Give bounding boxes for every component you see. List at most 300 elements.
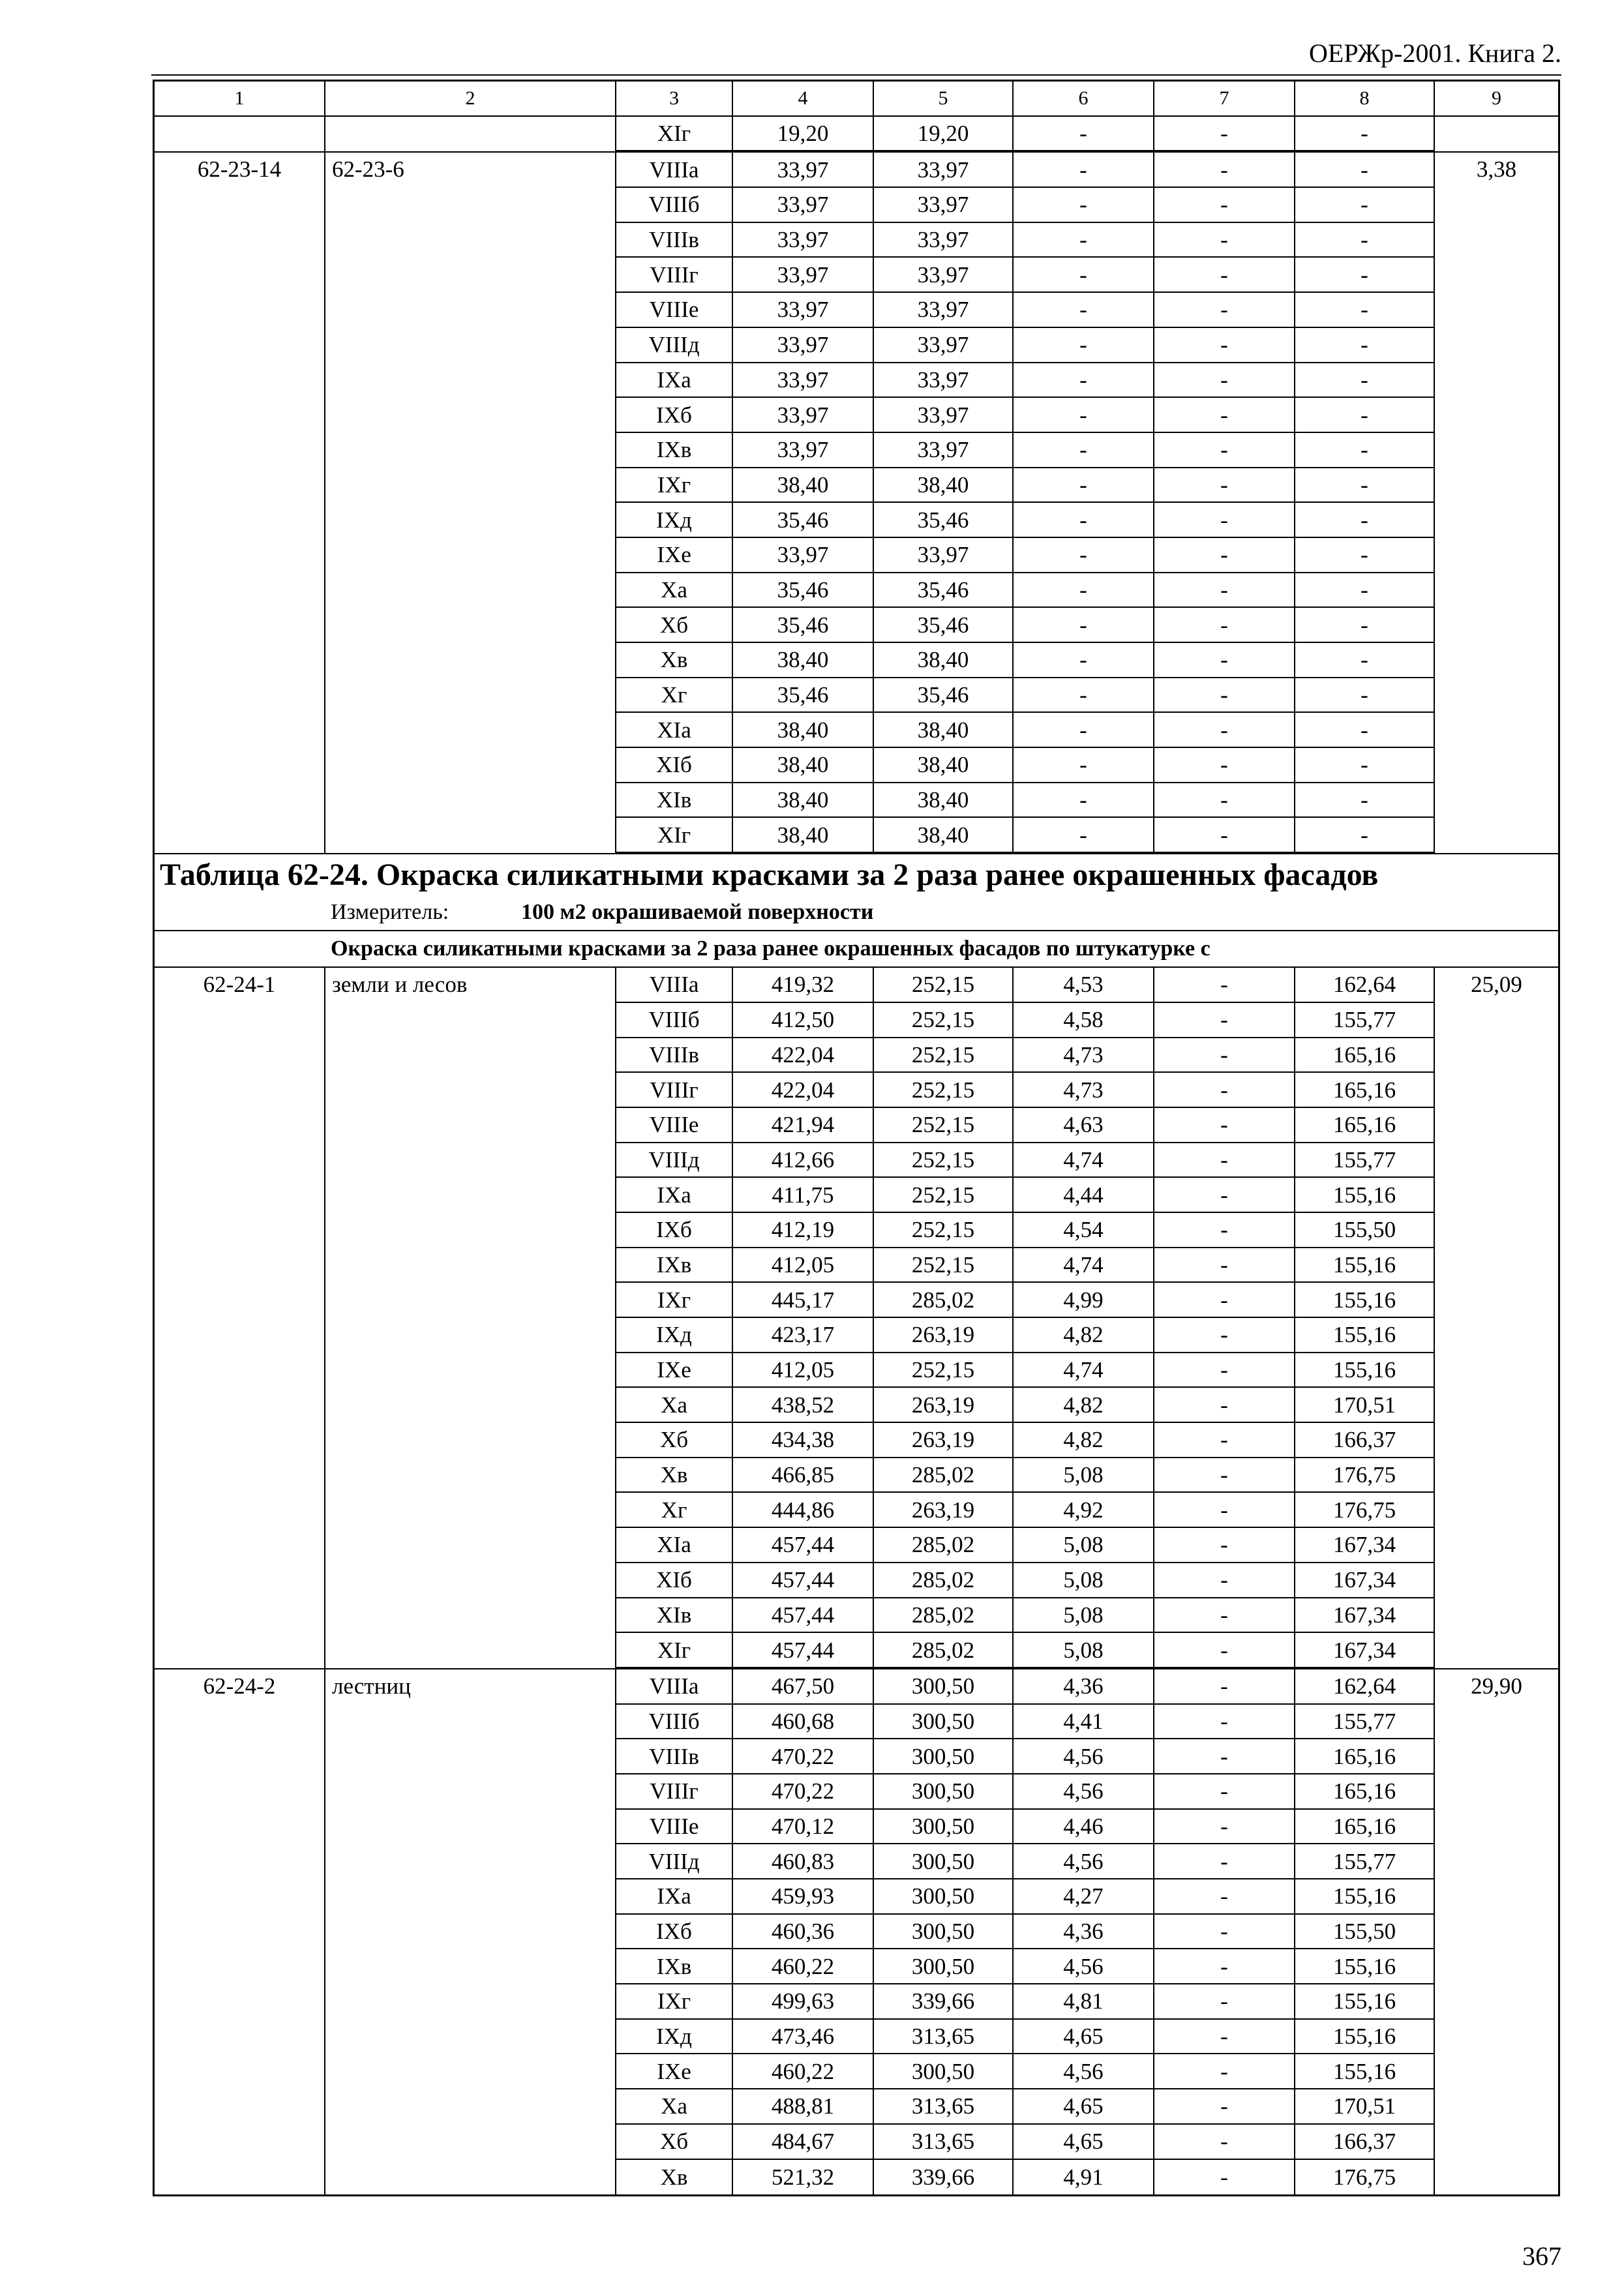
zone-cell: IXг (616, 468, 733, 503)
value-cell: 35,46 (874, 573, 1014, 608)
table-row (155, 398, 1558, 433)
table-row (155, 643, 1558, 678)
value-cell: 4,56 (1014, 1739, 1154, 1774)
value-cell: 300,50 (874, 1949, 1014, 1984)
name-cell: 62-23-6 (325, 153, 616, 188)
zone-cell: Xа (616, 2089, 733, 2125)
value-cell: 38,40 (874, 818, 1014, 853)
value-cell: 252,15 (874, 1248, 1014, 1283)
value-cell: 155,16 (1295, 1353, 1435, 1388)
table-row (155, 1705, 1558, 1740)
table-row (155, 818, 1558, 854)
value-cell: 460,36 (733, 1915, 874, 1950)
value-cell: 412,05 (733, 1248, 874, 1283)
value-cell: 252,15 (874, 968, 1014, 1003)
value-cell: - (1014, 188, 1154, 223)
value-cell: - (1154, 1143, 1295, 1178)
value-cell: 155,16 (1295, 1178, 1435, 1213)
value-cell: 155,16 (1295, 1318, 1435, 1353)
table-row (155, 188, 1558, 223)
value-cell: 4,82 (1014, 1388, 1154, 1423)
value-cell: - (1154, 468, 1295, 503)
value-cell: 285,02 (874, 1563, 1014, 1598)
code-cell: 62-24-2 (155, 1669, 325, 1705)
zone-cell: IXб (616, 1915, 733, 1950)
zone-cell: VIIIв (616, 1739, 733, 1774)
value-cell: - (1154, 818, 1295, 853)
value-cell: - (1154, 1178, 1295, 1213)
table-row (155, 1528, 1558, 1563)
value-cell: 155,16 (1295, 2054, 1435, 2089)
zone-cell: Xв (616, 643, 733, 678)
zone-cell: Xб (616, 608, 733, 643)
table-row (155, 1844, 1558, 1879)
total-cell: 29,90 (1471, 1673, 1522, 1699)
zone-cell: IXб (616, 398, 733, 433)
zone-cell: IXд (616, 2020, 733, 2055)
value-cell: - (1295, 538, 1435, 573)
value-cell: - (1154, 1669, 1295, 1705)
value-cell: 155,16 (1295, 1248, 1435, 1283)
value-cell: - (1014, 433, 1154, 468)
value-cell: - (1154, 538, 1295, 573)
value-cell: 33,97 (874, 293, 1014, 328)
col-num-5: 5 (874, 82, 1014, 117)
table-row (155, 1388, 1558, 1423)
value-cell: - (1295, 153, 1435, 188)
table-row (155, 678, 1558, 713)
value-cell: 4,82 (1014, 1318, 1154, 1353)
value-cell: 38,40 (874, 468, 1014, 503)
zone-cell: VIIIе (616, 1108, 733, 1143)
value-cell: 412,19 (733, 1213, 874, 1248)
zone-cell: VIIIе (616, 1810, 733, 1845)
zone-cell: VIIIе (616, 293, 733, 328)
value-cell: - (1154, 1353, 1295, 1388)
value-cell: - (1295, 258, 1435, 293)
zone-cell: XIб (616, 748, 733, 783)
value-cell: 313,65 (874, 2125, 1014, 2160)
table-row (155, 1248, 1558, 1283)
value-cell: - (1014, 678, 1154, 713)
table-row (155, 363, 1558, 398)
value-cell: - (1295, 713, 1435, 748)
zone-cell: IXв (616, 1949, 733, 1984)
value-cell: 263,19 (874, 1493, 1014, 1528)
value-cell: 4,56 (1014, 2054, 1154, 2089)
zone-cell: Xв (616, 1458, 733, 1493)
value-cell: 167,34 (1295, 1563, 1435, 1598)
value-cell: - (1295, 643, 1435, 678)
col-num-7: 7 (1154, 82, 1295, 117)
value-cell: 421,94 (733, 1108, 874, 1143)
value-cell: - (1154, 1528, 1295, 1563)
value-cell: - (1154, 503, 1295, 538)
value-cell: 4,53 (1014, 968, 1154, 1003)
value-cell: 4,73 (1014, 1038, 1154, 1073)
table-row (155, 1810, 1558, 1845)
value-cell: 38,40 (733, 643, 874, 678)
value-cell: - (1154, 678, 1295, 713)
table-row (155, 1073, 1558, 1108)
value-cell: 165,16 (1295, 1810, 1435, 1845)
code-cell: 62-24-1 (155, 968, 325, 1003)
value-cell: 162,64 (1295, 1669, 1435, 1705)
value-cell: 162,64 (1295, 968, 1435, 1003)
value-cell: 166,37 (1295, 2125, 1435, 2160)
value-cell: - (1154, 1774, 1295, 1810)
value-cell: 445,17 (733, 1283, 874, 1318)
value-cell: 33,97 (874, 153, 1014, 188)
value-cell: 165,16 (1295, 1108, 1435, 1143)
value-cell: - (1154, 2020, 1295, 2055)
value-cell: - (1154, 1705, 1295, 1740)
value-cell: 33,97 (733, 293, 874, 328)
value-cell: - (1014, 538, 1154, 573)
section-62-24-2 (155, 1669, 1558, 2194)
value-cell: 166,37 (1295, 1423, 1435, 1458)
zone-cell: VIIIд (616, 328, 733, 363)
value-cell: - (1154, 153, 1295, 188)
value-cell: 35,46 (733, 608, 874, 643)
value-cell: - (1295, 503, 1435, 538)
value-cell: 470,22 (733, 1774, 874, 1810)
value-cell: - (1295, 223, 1435, 258)
value-cell: 285,02 (874, 1283, 1014, 1318)
value-cell: 252,15 (874, 1178, 1014, 1213)
table-row (155, 1423, 1558, 1458)
table-row (155, 153, 1558, 188)
value-cell: 457,44 (733, 1633, 874, 1668)
zone-cell: XIб (616, 1563, 733, 1598)
value-cell: 33,97 (733, 223, 874, 258)
value-cell: 285,02 (874, 1598, 1014, 1634)
value-cell: 155,16 (1295, 1949, 1435, 1984)
table-row (155, 1353, 1558, 1388)
zone-cell: IXе (616, 1353, 733, 1388)
value-cell: 4,54 (1014, 1213, 1154, 1248)
value-cell: 470,22 (733, 1739, 874, 1774)
value-cell: - (1014, 468, 1154, 503)
value-cell: 4,56 (1014, 1949, 1154, 1984)
value-cell: - (1154, 1108, 1295, 1143)
value-cell: 4,41 (1014, 1705, 1154, 1740)
value-cell: 165,16 (1295, 1038, 1435, 1073)
value-cell: - (1154, 117, 1295, 152)
value-cell: 4,36 (1014, 1669, 1154, 1705)
value-cell: 176,75 (1295, 2160, 1435, 2195)
value-cell: - (1154, 1073, 1295, 1108)
measure-line (155, 895, 1558, 931)
value-cell: 460,83 (733, 1844, 874, 1879)
value-cell: - (1154, 2160, 1295, 2195)
value-cell: - (1295, 293, 1435, 328)
value-cell: 470,12 (733, 1810, 874, 1845)
value-cell: 412,66 (733, 1143, 874, 1178)
value-cell: 167,34 (1295, 1633, 1435, 1668)
table-row (155, 1984, 1558, 2020)
value-cell: 38,40 (733, 468, 874, 503)
table-row (155, 1143, 1558, 1178)
zone-cell: VIIIд (616, 1143, 733, 1178)
zone-cell: VIIIа (616, 153, 733, 188)
value-cell: - (1154, 223, 1295, 258)
value-cell: - (1154, 1283, 1295, 1318)
zone-cell: Xг (616, 1493, 733, 1528)
zone-cell: IXв (616, 1248, 733, 1283)
value-cell: - (1154, 398, 1295, 433)
zone-cell: VIIIг (616, 258, 733, 293)
table-row (155, 783, 1558, 818)
value-cell: 411,75 (733, 1178, 874, 1213)
table-row (155, 1318, 1558, 1353)
table-row (155, 503, 1558, 538)
value-cell: 165,16 (1295, 1073, 1435, 1108)
value-cell: 438,52 (733, 1388, 874, 1423)
value-cell: - (1154, 1003, 1295, 1038)
zone-cell: IXб (616, 1213, 733, 1248)
zone-cell: IXе (616, 2054, 733, 2089)
zone-cell: VIIIв (616, 1038, 733, 1073)
value-cell: - (1014, 713, 1154, 748)
value-cell: 4,58 (1014, 1003, 1154, 1038)
value-cell: 33,97 (733, 153, 874, 188)
value-cell: - (1295, 363, 1435, 398)
zone-cell: IXе (616, 538, 733, 573)
table-row (155, 573, 1558, 608)
table-row (155, 2125, 1558, 2160)
table-row (155, 538, 1558, 573)
value-cell: 38,40 (733, 818, 874, 853)
value-cell: 252,15 (874, 1213, 1014, 1248)
code-cell: 62-23-14 (155, 153, 325, 188)
value-cell: 300,50 (874, 1739, 1014, 1774)
value-cell: 313,65 (874, 2089, 1014, 2125)
value-cell: 422,04 (733, 1073, 874, 1108)
value-cell: - (1014, 363, 1154, 398)
table-row (155, 608, 1558, 643)
value-cell: - (1154, 1598, 1295, 1634)
value-cell: - (1154, 1915, 1295, 1950)
value-cell: 35,46 (733, 678, 874, 713)
value-cell: 412,50 (733, 1003, 874, 1038)
table-title: Таблица 62-24. Окраска силикатными красками за 2 раза ранее окрашенных фасадов (160, 857, 1379, 892)
value-cell: 165,16 (1295, 1774, 1435, 1810)
value-cell: 488,81 (733, 2089, 874, 2125)
value-cell: 252,15 (874, 1003, 1014, 1038)
value-cell: - (1154, 1739, 1295, 1774)
value-cell: 35,46 (874, 608, 1014, 643)
value-cell: 155,50 (1295, 1915, 1435, 1950)
col-num-8: 8 (1295, 82, 1435, 117)
zone-cell: VIIIб (616, 1705, 733, 1740)
value-cell: 4,74 (1014, 1353, 1154, 1388)
table-row (155, 2020, 1558, 2055)
value-cell: 19,20 (874, 117, 1014, 152)
value-cell: 33,97 (874, 188, 1014, 223)
value-cell: 313,65 (874, 2020, 1014, 2055)
value-cell: - (1295, 328, 1435, 363)
value-cell: 300,50 (874, 1810, 1014, 1845)
col-num-9: 9 (1435, 82, 1558, 117)
value-cell: 5,08 (1014, 1528, 1154, 1563)
value-cell: - (1295, 818, 1435, 853)
value-cell: - (1014, 818, 1154, 853)
value-cell: - (1154, 1879, 1295, 1915)
value-cell: 33,97 (733, 433, 874, 468)
value-cell: - (1295, 608, 1435, 643)
value-cell: - (1014, 153, 1154, 188)
value-cell: - (1295, 117, 1435, 152)
table-row (155, 468, 1558, 503)
value-cell: - (1154, 1633, 1295, 1668)
value-cell: 4,92 (1014, 1493, 1154, 1528)
value-cell: 4,36 (1014, 1915, 1154, 1950)
value-cell: 176,75 (1295, 1458, 1435, 1493)
value-cell: - (1295, 433, 1435, 468)
value-cell: - (1014, 328, 1154, 363)
value-cell: 4,46 (1014, 1810, 1154, 1845)
table-row (155, 328, 1558, 363)
zone-cell: IXг (616, 1283, 733, 1318)
col-num-3: 3 (616, 82, 733, 117)
value-cell: 4,56 (1014, 1774, 1154, 1810)
value-cell: - (1014, 117, 1154, 152)
value-cell: 459,93 (733, 1879, 874, 1915)
value-cell: - (1154, 258, 1295, 293)
value-cell: 4,44 (1014, 1178, 1154, 1213)
table-row (155, 1003, 1558, 1038)
page-number: 367 (1522, 2241, 1561, 2271)
value-cell: - (1154, 643, 1295, 678)
value-cell: 460,22 (733, 2054, 874, 2089)
value-cell: 155,50 (1295, 1213, 1435, 1248)
value-cell: 285,02 (874, 1458, 1014, 1493)
value-cell: 33,97 (874, 328, 1014, 363)
zone-cell: XIв (616, 783, 733, 818)
table-row (155, 2089, 1558, 2125)
value-cell: 33,97 (733, 258, 874, 293)
value-cell: - (1154, 573, 1295, 608)
value-cell: 422,04 (733, 1038, 874, 1073)
zone-cell: IXа (616, 1879, 733, 1915)
value-cell: 457,44 (733, 1563, 874, 1598)
table-row (155, 1038, 1558, 1073)
zone-cell: Xб (616, 2125, 733, 2160)
value-cell: - (1154, 968, 1295, 1003)
zone-cell: XIа (616, 713, 733, 748)
value-cell: 521,32 (733, 2160, 874, 2195)
value-cell: 263,19 (874, 1388, 1014, 1423)
zone-cell: Xб (616, 1423, 733, 1458)
value-cell: 252,15 (874, 1038, 1014, 1073)
value-cell: 167,34 (1295, 1528, 1435, 1563)
table-row (155, 258, 1558, 293)
value-cell: - (1295, 748, 1435, 783)
table-row (155, 748, 1558, 783)
value-cell: 38,40 (874, 783, 1014, 818)
value-cell: - (1154, 2125, 1295, 2160)
value-cell: 170,51 (1295, 1388, 1435, 1423)
value-cell: 5,08 (1014, 1633, 1154, 1668)
value-cell: 473,46 (733, 2020, 874, 2055)
column-number-row (155, 82, 1558, 117)
value-cell: - (1154, 1458, 1295, 1493)
value-cell: 457,44 (733, 1598, 874, 1634)
zone-cell: VIIIа (616, 968, 733, 1003)
value-cell: 33,97 (733, 188, 874, 223)
value-cell: 33,97 (733, 538, 874, 573)
value-cell: 4,74 (1014, 1143, 1154, 1178)
table-row (155, 2054, 1558, 2089)
value-cell: 4,82 (1014, 1423, 1154, 1458)
zone-cell: XIа (616, 1528, 733, 1563)
value-cell: 33,97 (874, 258, 1014, 293)
value-cell: - (1154, 1423, 1295, 1458)
zone-cell: Xв (616, 2160, 733, 2195)
value-cell: 4,65 (1014, 2125, 1154, 2160)
header-rule (151, 74, 1561, 76)
value-cell: 300,50 (874, 1879, 1014, 1915)
value-cell: 33,97 (874, 538, 1014, 573)
zone-cell: IXг (616, 1984, 733, 2020)
table-row (155, 1283, 1558, 1318)
value-cell: 167,34 (1295, 1598, 1435, 1634)
value-cell: 5,08 (1014, 1563, 1154, 1598)
value-cell: 155,16 (1295, 1879, 1435, 1915)
section-62-24-1 (155, 968, 1558, 1669)
value-cell: - (1154, 2054, 1295, 2089)
table-row (155, 1108, 1558, 1143)
value-cell: - (1154, 1318, 1295, 1353)
total-cell: 25,09 (1471, 972, 1522, 998)
value-cell: 38,40 (733, 713, 874, 748)
value-cell: 460,22 (733, 1949, 874, 1984)
value-cell: 252,15 (874, 1073, 1014, 1108)
table-row (155, 713, 1558, 748)
value-cell: 252,15 (874, 1143, 1014, 1178)
value-cell: 4,73 (1014, 1073, 1154, 1108)
value-cell: 263,19 (874, 1423, 1014, 1458)
value-cell: - (1295, 188, 1435, 223)
value-cell: 155,16 (1295, 1283, 1435, 1318)
value-cell: 252,15 (874, 1108, 1014, 1143)
zone-cell: XIг (616, 117, 733, 152)
zone-cell: VIIIг (616, 1774, 733, 1810)
value-cell: - (1014, 293, 1154, 328)
value-cell: - (1014, 573, 1154, 608)
value-cell: 4,27 (1014, 1879, 1154, 1915)
value-cell: 5,08 (1014, 1598, 1154, 1634)
value-cell: - (1154, 713, 1295, 748)
value-cell: - (1154, 293, 1295, 328)
value-cell: 4,63 (1014, 1108, 1154, 1143)
value-cell: 35,46 (733, 573, 874, 608)
value-cell: 339,66 (874, 2160, 1014, 2195)
value-cell: - (1154, 1493, 1295, 1528)
value-cell: 155,16 (1295, 2020, 1435, 2055)
value-cell: 155,77 (1295, 1705, 1435, 1740)
value-cell: - (1154, 608, 1295, 643)
value-cell: 155,16 (1295, 1984, 1435, 2020)
zone-cell: Xа (616, 1388, 733, 1423)
value-cell: 285,02 (874, 1528, 1014, 1563)
value-cell: - (1295, 398, 1435, 433)
value-cell: 4,74 (1014, 1248, 1154, 1283)
value-cell: 155,77 (1295, 1844, 1435, 1879)
table-row (155, 1915, 1558, 1950)
rates-table (153, 80, 1560, 2196)
